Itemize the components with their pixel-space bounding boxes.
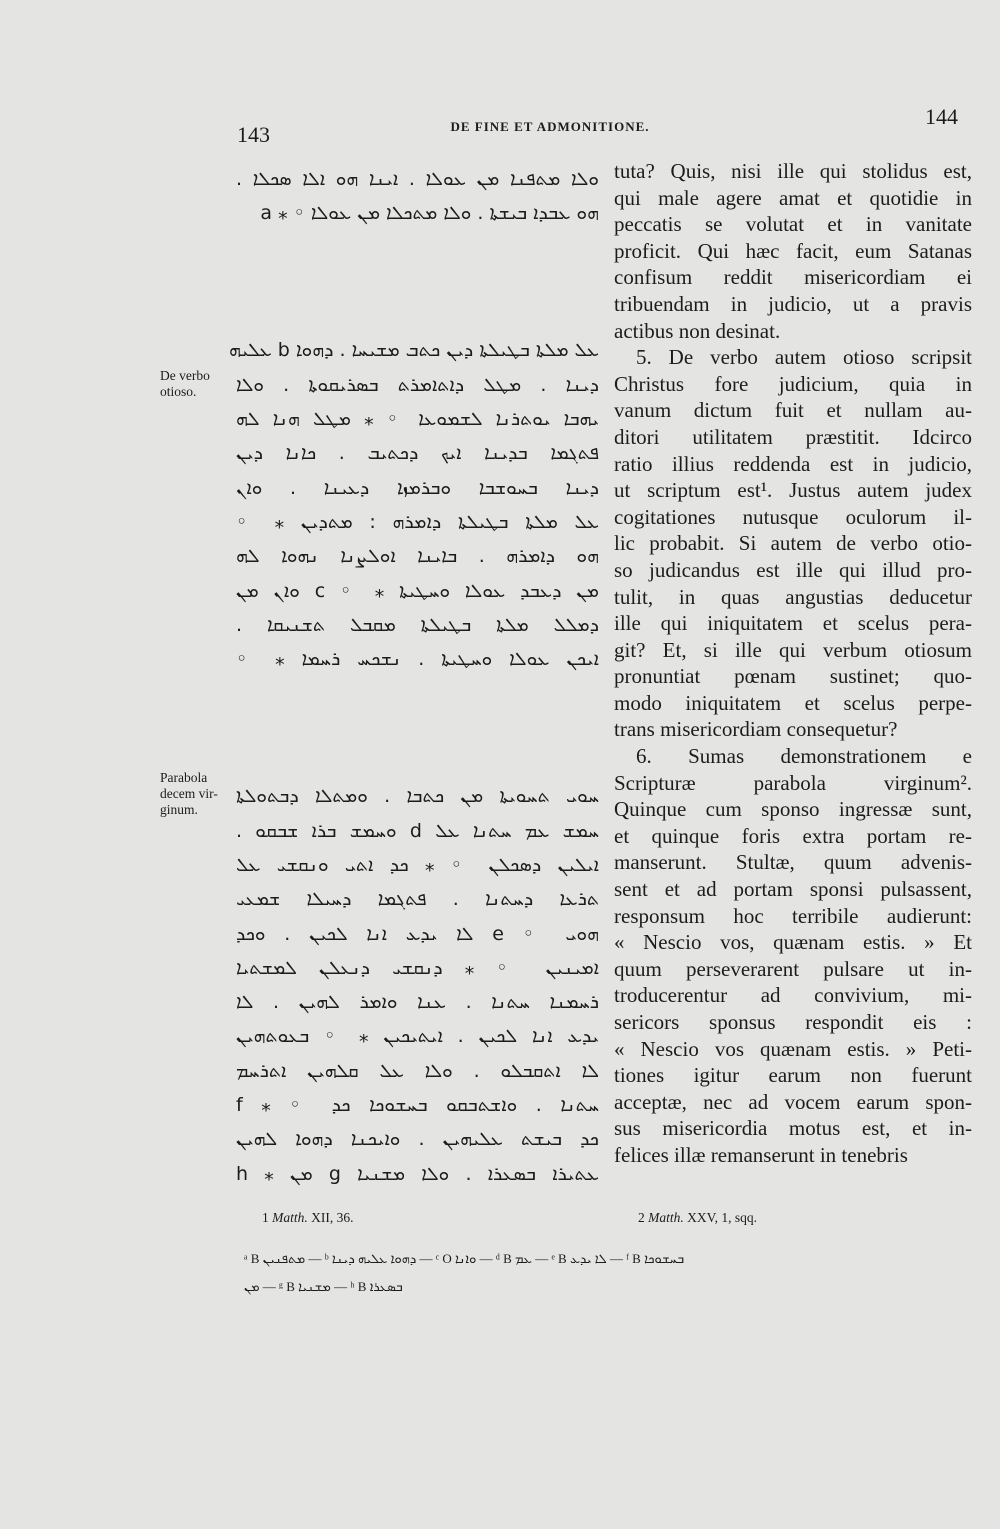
syriac-line: ܕܝܢܐ . ܡܛܠ ܕܐܬܐܡܪܬ ܒܣܪܝܩܘܬܐ . ܘܠܐ [236, 373, 599, 396]
margin-note-verbo-otioso [160, 368, 210, 400]
margin-note-line: decem vir- [160, 786, 218, 801]
syriac-line: ܐܡܝܢܝܢ ◦ ⁎ ܕܢܩܫܝ ܕܢܥܠܢ ܠܡܫܬܝܐ [236, 956, 599, 979]
latin-line: modo iniquitatem et scelus perpe- [614, 690, 972, 715]
syriac-line [236, 265, 599, 299]
latin-line: ille qui iniquitatem et scelus pera- [614, 611, 972, 636]
critical-apparatus [244, 1245, 984, 1301]
syriac-line: ܦܬܓܡܐ ܒܕܝܢܐ ܐܝܟ ܕܟܬܝܒ . ܟܐܢܐ ܕܝܢ [236, 442, 599, 465]
margin-note-line: De verbo [160, 368, 210, 383]
syriac-line: ܕܡܠܠ ܡܠܬܐ ܒܛܝܠܬܐ ܡܩܒܠ ܬܫܢܝܩܐ . [236, 613, 599, 636]
latin-line: quum perseverarent pulsare ut in- [614, 956, 972, 981]
syriac-line: ܗܘ ܕܐܡܪܗ . ܒܐܝܢܐ ܐܘܠܨܢܐ ܢܗܘܐ ܠܗ [236, 545, 599, 568]
latin-line: ditori utilitatem præstitit. Idcirco [614, 424, 972, 449]
latin-line: tribuendam in judicio, ut a pravis [614, 291, 972, 316]
syriac-line: ܝܗܒܐ ܝܘܬܪܢܐ ܠܫܡܘܥܐ ◦ ⁎ ܡܛܠ ܗܢܐ ܠܗ [236, 408, 599, 431]
running-head: DE FINE ET ADMONITIONE. [450, 119, 650, 134]
syriac-line: ܥܠ ܡܠܬܐ ܒܛܝܠܬܐ ܕܐܡܪܗ : ܡܬܕܝܢ ⁎ ◦ [236, 510, 599, 533]
footnote-left [262, 1210, 354, 1226]
latin-line: 5. De verbo autem otioso scripsit [636, 345, 972, 370]
syriac-line: ܬܪܥܐ ܕܚܬܢܐ . ܦܬܓܡܐ ܕܚܝܠܐ ܫܡܥܝ [236, 888, 599, 911]
latin-line: ut scriptum est¹. Justus autem judex [614, 478, 972, 503]
latin-line: felices illæ remanserunt in tenebris [614, 1142, 908, 1167]
syriac-line: ܕܝܢܐ ܒܚܘܫܒܐ ܘܒܪܡܙܐ ܕܥܝܢܐ . ܘܐܢ [236, 476, 599, 499]
syriac-line: ܐܝܠܝܢ ܕܣܟܠܢ ◦ ⁎ ܟܕ ܐܬܝ ܘܢܩܫܝ ܥܠ [236, 853, 599, 876]
latin-line: responsum hoc terribile audierunt: [614, 903, 972, 928]
footnote-loc: XII, 36. [311, 1210, 354, 1225]
syriac-line: ܗܘ ܥܒܕܐ ܒܝܫܬܐ . ܘܠܐ ܡܬܟܠܐ ܡܢ ܥܘܠܐ ◦ ⁎ a [260, 202, 599, 225]
margin-note-line: otioso. [160, 384, 197, 399]
footnote-number: 2 [638, 1210, 645, 1225]
latin-line: acceptæ, nec ad vocem earum spon- [614, 1089, 972, 1114]
footnote-right [638, 1210, 757, 1226]
latin-line: Christus fore judicium, quia in [614, 371, 972, 396]
latin-line: git? Et, si ille qui verbum otiosum [614, 637, 972, 662]
syriac-line [236, 231, 599, 265]
apparatus-line: ᵃ B ܡܬܦܢܝܢ — ᵇ ܕܗܘܐ ܥܠܝܗ ܕܝܢܐ — ᶜ O ܘܐܢܐ — ᵈ B ܥܡ — ᵉ B ܠܐ ܝܕܥ — ᶠ B ܒܚܫܘܟܐ [244, 1251, 685, 1266]
footnote-ref: Matth. [272, 1210, 308, 1225]
latin-line: 6. Sumas demonstrationem e [636, 744, 972, 769]
syriac-line: ܟܕ ܒܝܫܬ ܥܠܝܗܝܢ . ܘܐܝܟܢܐ ܕܗܘܐ ܠܗܝܢ [236, 1128, 599, 1151]
latin-line: cogitationes nutusque oculorum il- [614, 504, 972, 529]
latin-line: pronuntiat pœnam sustinet; quo- [614, 664, 972, 689]
latin-line: « Nescio vos, quænam estis. » Et [614, 930, 972, 955]
latin-line: proficit. Qui hæc facit, eum Satanas [614, 238, 972, 263]
margin-note-line: Parabola [160, 770, 208, 785]
syriac-line: ܚܬܢܐ . ܘܐܫܬܒܩܘ ܒܚܫܘܟܐ ܟܕ ◦ ⁎ f [236, 1094, 599, 1117]
syriac-line: ܚܘܝ ܬܚܘܝܬܐ ܡܢ ܟܬܒܐ . ܘܡܬܠܐ ܕܒܬܘܠܬܐ [236, 785, 599, 808]
syriac-line: ܘܠܐ ܡܬܦܢܐ ܡܢ ܥܘܠܐ . ܐܝܢܐ ܗܘ ܐܠܐ ܣܟܠܐ . [236, 168, 599, 190]
latin-line: ratio illius reddenda est in judicio, [614, 451, 972, 476]
latin-line: trans misericordiam consequetur? [614, 717, 898, 742]
syriac-line: ܚܡܫ ܥܡ ܚܬܢܐ ܥܠ d ܘܚܡܫ ܒܪܐ ܫܒܩܘ . [236, 819, 599, 842]
latin-line: so judicandus est ille qui illud pro- [614, 557, 972, 582]
latin-line: lic probabit. Si autem de verbo otio- [614, 531, 972, 556]
syriac-line: ܥܠ ܡܠܬܐ ܒܛܝܠܬܐ ܕܝܢ ܟܬܒ ܡܫܝܚܐ . ܕܗܘܐ b ܥܠܝܗ [228, 339, 599, 362]
syriac-line: ܝܕܥ ܐܢܐ ܠܟܝܢ . ܐܝܬܝܟܝܢ ⁎ ◦ ܒܥܘܬܗܝܢ [236, 1025, 599, 1048]
apparatus-line: ܡܢ — ᵍ B ܡܫܢܝܐ — ʰ B ܒܣܥܪܐ [244, 1279, 403, 1294]
syriac-line: ܥܬܝܪܐ ܒܣܥܪܐ . ܘܠܐ ܡܫܢܝܐ g ܡܢ ⁎ h [236, 1162, 599, 1185]
latin-line: manserunt. Stultæ, quum advenis- [614, 850, 972, 875]
latin-line: qui male agere amat et quotidie in [614, 185, 972, 210]
latin-line: peccatis se volutat et in vanitate [614, 212, 972, 237]
latin-line: tuta? Quis, nisi ille qui stolidus est, [614, 159, 972, 183]
latin-line: tulit, in quas angustias deducetur [614, 584, 972, 609]
latin-line: troducerentur ad convivium, mi- [614, 983, 972, 1008]
latin-line: actibus non desinat. [614, 318, 781, 343]
latin-line: sericors sponsus respondit eis : [614, 1010, 972, 1034]
footnote-ref: Matth. [648, 1210, 684, 1225]
footnote-number: 1 [262, 1210, 269, 1225]
latin-line: et quinque foris extra portam re- [614, 823, 972, 848]
syriac-line: ܗܘܝ ◦ e ܠܐ ܝܕܥ ܐܢܐ ܠܟܝܢ . ܘܟܕ [236, 922, 599, 945]
page-number-right: 144 [925, 104, 958, 129]
margin-note-parabola [160, 770, 218, 818]
syriac-line [236, 711, 599, 745]
syriac-line: ܡܢ ܕܥܒܕ ܥܘܠܐ ܘܚܛܝܬܐ ⁎ ◦ c ܘܐܢ ܡܢ [236, 579, 599, 602]
syriac-line [236, 299, 599, 333]
latin-line: sent et ad portam sponsi pulsassent, [614, 877, 972, 902]
latin-line: sus misericordia motus est, et in- [614, 1116, 972, 1141]
latin-line: « Nescio vos quænam estis. » Peti- [614, 1036, 972, 1061]
latin-line: Quinque cum sponso ingressæ sunt, [614, 797, 972, 822]
syriac-line: ܠܐ ܐܬܩܒܠܘ . ܘܠܐ ܥܠ ܩܠܗܝܢ ܐܬܪܚܡ [236, 1059, 599, 1082]
syriac-line [236, 676, 599, 710]
latin-text-column [614, 158, 972, 1169]
syriac-text-column [228, 162, 599, 1191]
latin-line: Scripturæ parabola virginum². [614, 770, 972, 795]
latin-line: vanum dictum fuit et nullam au- [614, 398, 972, 423]
footnote-loc: XXV, 1, sqq. [687, 1210, 758, 1225]
margin-note-line: ginum. [160, 802, 198, 817]
syriac-line: ܪܚܡܢܐ ܚܬܢܐ . ܥܢܐ ܘܐܡܪ ܠܗܝܢ . ܠܐ [236, 991, 599, 1014]
syriac-line [236, 745, 599, 779]
page-number-left: 143 [237, 122, 270, 147]
syriac-line: ܐܝܟܢ ܥܘܠܐ ܘܚܛܝܬܐ . ܢܫܟܚ ܪܚܡܐ ⁎ ◦ [236, 648, 599, 671]
latin-line: tiones igitur earum non fuerunt [614, 1063, 972, 1088]
latin-line: confisum reddit misericordiam ei [614, 265, 972, 290]
